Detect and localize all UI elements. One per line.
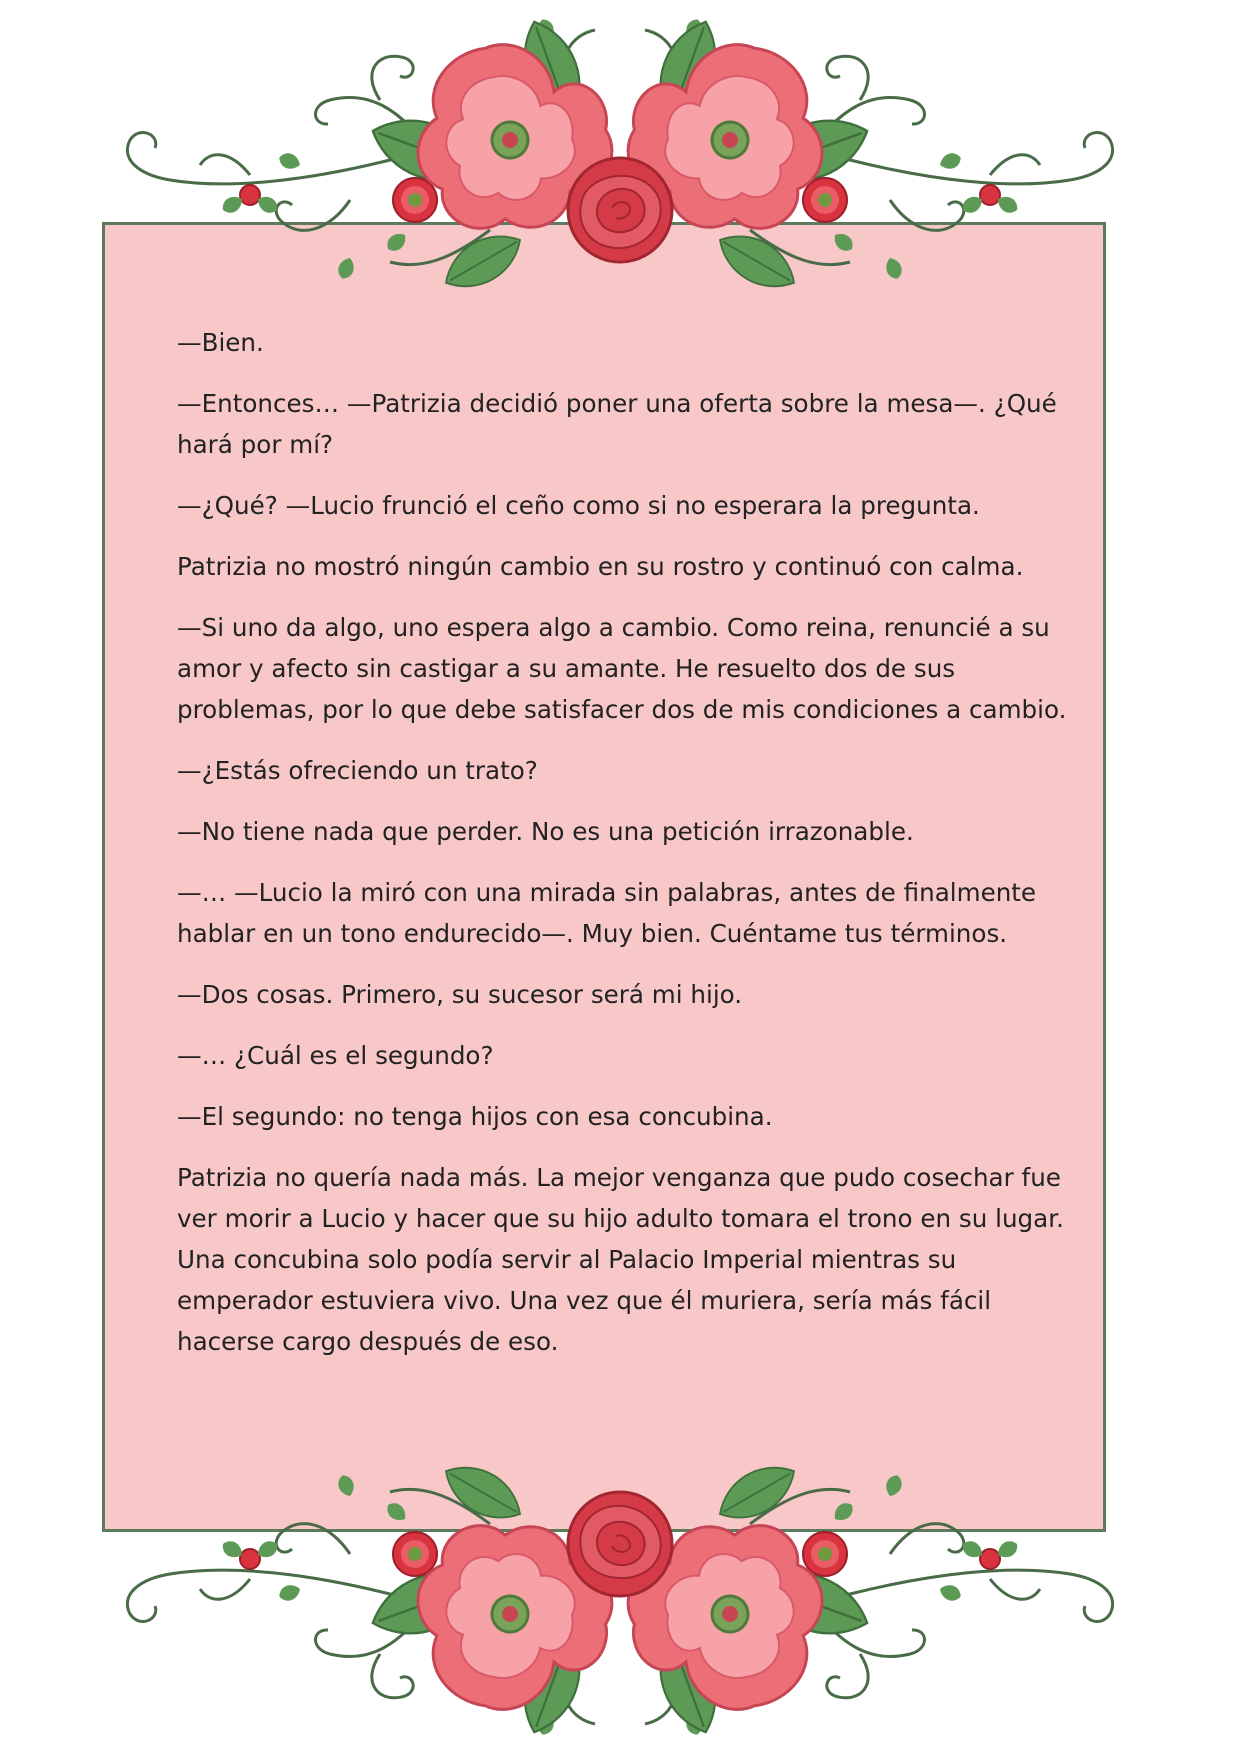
paragraph: —¿Qué? —Lucio frunció el ceño como si no esperara la pregunta. — [177, 491, 980, 520]
paragraph: —… ¿Cuál es el segundo? — [177, 1041, 494, 1070]
paragraph: —Si uno da algo, uno espera algo a cambio. Como reina, renuncié a su amor y afecto sin castigar a su amante. He resuelto dos de sus problemas, por lo que debe satisfacer dos de mis condiciones a cambio. — [177, 613, 1067, 724]
paragraph: —Bien. — [177, 328, 264, 357]
paragraph: Patrizia no mostró ningún cambio en su rostro y continuó con calma. — [177, 552, 1024, 581]
paragraph: —No tiene nada que perder. No es una petición irrazonable. — [177, 817, 914, 846]
floral-ornament-bottom-icon — [50, 1414, 1190, 1754]
paragraph: —¿Estás ofreciendo un trato? — [177, 756, 538, 785]
paragraph: —… —Lucio la miró con una mirada sin palabras, antes de finalmente hablar en un tono endurecido—. Muy bien. Cuéntame tus términos. — [177, 878, 1037, 948]
floral-ornament-top-icon — [50, 0, 1190, 340]
paragraph: —Entonces… —Patrizia decidió poner una oferta sobre la mesa—. ¿Qué hará por mí? — [177, 389, 1057, 459]
paragraph: Patrizia no quería nada más. La mejor venganza que pudo cosechar fue ver morir a Lucio y hacer que su hijo adulto tomara el trono en su lugar. Una concubina solo podía servir al Palacio Imperial mientras su emperador estuviera vivo. Una vez que él muriera, sería más fácil hacerse cargo después de eso. — [177, 1163, 1064, 1356]
paragraph: —Dos cosas. Primero, su sucesor será mi hijo. — [177, 980, 743, 1009]
paragraph: —El segundo: no tenga hijos con esa concubina. — [177, 1102, 773, 1131]
story-text — [177, 322, 1067, 1382]
